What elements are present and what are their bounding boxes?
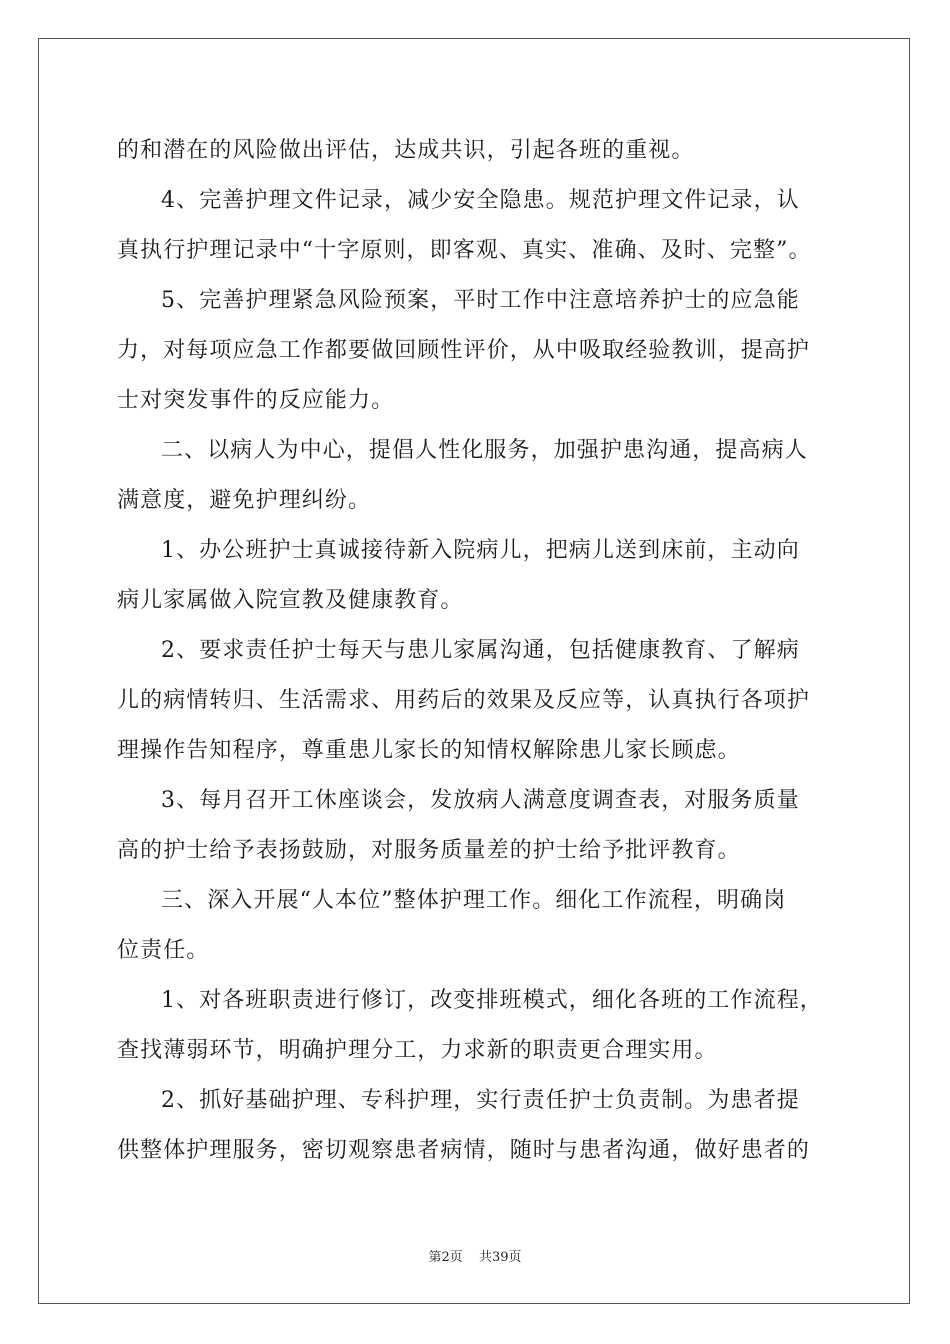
text-line: 满意度，避免护理纠纷。 <box>117 488 372 513</box>
section-heading: 二、以病人为中心，提倡人性化服务，加强护患沟通，提高病人 <box>161 438 808 463</box>
text-line: 高的护士给予表扬鼓励，对服务质量差的护士给予批评教育。 <box>117 838 741 863</box>
page-number: 第2页 <box>428 1250 463 1265</box>
text-line: 真执行护理记录中“十字原则，即客观、真实、准确、及时、完整”。 <box>117 238 812 263</box>
text-line: 的和潜在的风险做出评估，达成共识，引起各班的重视。 <box>117 138 695 163</box>
page-footer <box>0 1246 950 1265</box>
text-line: 4、完善护理文件记录，减少安全隐患。规范护理文件记录，认 <box>161 188 800 213</box>
text-line: 1、对各班职责进行修订，改变排班模式，细化各班的工作流程， <box>161 988 823 1013</box>
text-line: 1、办公班护士真诚接待新入院病儿，把病儿送到床前，主动向 <box>161 538 800 563</box>
text-line: 2、抓好基础护理、专科护理，实行责任护士负责制。为患者提 <box>161 1088 800 1113</box>
text-line: 2、要求责任护士每天与患儿家属沟通，包括健康教育、了解病 <box>161 638 800 663</box>
text-line: 理操作告知程序，尊重患儿家长的知情权解除患儿家长顾虑。 <box>117 738 741 763</box>
text-line: 查找薄弱环节，明确护理分工，力求新的职责更合理实用。 <box>117 1038 718 1063</box>
section-heading: 三、深入开展“人本位”整体护理工作。细化工作流程，明确岗 <box>161 888 787 913</box>
text-line: 5、完善护理紧急风险预案，平时工作中注意培养护士的应急能 <box>161 288 800 313</box>
page-total: 共39页 <box>478 1250 522 1265</box>
text-line: 力，对每项应急工作都要做回顾性评价，从中吸取经验教训，提高护 <box>117 338 811 363</box>
document-body <box>117 126 837 1176</box>
text-line: 病儿家属做入院宣教及健康教育。 <box>117 588 464 613</box>
text-line: 位责任。 <box>117 938 210 963</box>
text-line: 士对突发事件的反应能力。 <box>117 388 395 413</box>
text-line: 儿的病情转归、生活需求、用药后的效果及反应等，认真执行各项护 <box>117 688 811 713</box>
text-line: 3、每月召开工休座谈会，发放病人满意度调查表，对服务质量 <box>161 788 800 813</box>
text-line: 供整体护理服务，密切观察患者病情，随时与患者沟通，做好患者的 <box>117 1138 811 1163</box>
